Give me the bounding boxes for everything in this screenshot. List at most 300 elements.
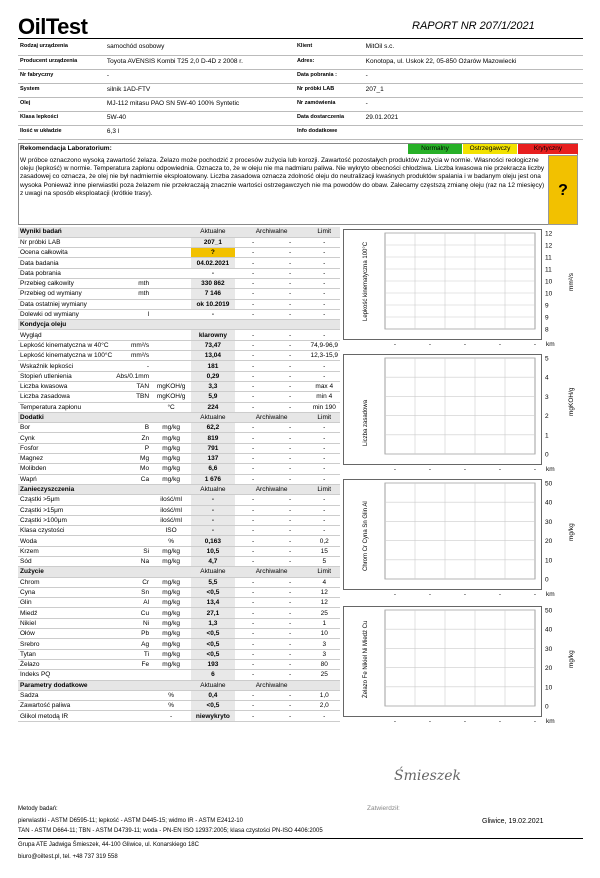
result-cell: Tytan xyxy=(18,649,114,659)
result-cell: P xyxy=(114,443,151,453)
result-cell: 1 676 xyxy=(191,474,235,484)
result-cell: 0,4 xyxy=(191,690,235,700)
result-cell: - xyxy=(309,268,340,278)
result-cell: 0,2 xyxy=(309,536,340,546)
result-cell: 12 xyxy=(309,598,340,608)
result-cell: Mg xyxy=(114,454,151,464)
section-column-header: Archiwalne xyxy=(235,680,309,690)
result-row xyxy=(18,330,340,340)
result-cell: Zawartość paliwa xyxy=(18,701,114,711)
result-cell: - xyxy=(309,423,340,433)
y-tick-label: 5 xyxy=(545,355,549,363)
result-cell: - xyxy=(272,351,309,361)
result-cell: - xyxy=(272,505,309,515)
result-cell: Molibden xyxy=(18,464,114,474)
result-cell: - xyxy=(309,309,340,319)
x-unit-label: km xyxy=(546,341,555,348)
result-cell: % xyxy=(151,690,191,700)
result-cell xyxy=(114,299,151,309)
result-cell: l xyxy=(114,309,151,319)
result-cell: - xyxy=(235,474,272,484)
result-cell: - xyxy=(272,258,309,268)
y-unit-label: mg/kg xyxy=(568,650,575,668)
result-cell: - xyxy=(309,515,340,525)
result-cell: 15 xyxy=(309,546,340,556)
section-column-header: Archiwalne xyxy=(235,412,309,422)
y-tick-label: 40 xyxy=(545,499,553,507)
result-cell xyxy=(114,495,151,505)
result-cell: mg/kg xyxy=(151,618,191,628)
y-unit-label: mm²/s xyxy=(568,272,575,291)
result-cell: Ti xyxy=(114,649,151,659)
result-cell: Miedź xyxy=(18,608,114,618)
result-cell: mth xyxy=(114,289,151,299)
info-row xyxy=(18,125,583,139)
result-row xyxy=(18,618,340,628)
x-tick-label: - xyxy=(533,466,537,473)
place-date: Gliwice, 19.02.2021 xyxy=(482,818,544,825)
result-cell: 3 xyxy=(309,639,340,649)
result-cell: - xyxy=(309,248,340,258)
result-cell: 330 862 xyxy=(191,278,235,288)
result-cell: - xyxy=(235,340,272,350)
result-cell: 80 xyxy=(309,659,340,669)
result-cell: mg/kg xyxy=(151,639,191,649)
info-cell: Adres: xyxy=(295,55,364,69)
result-cell: ilość/ml xyxy=(151,495,191,505)
result-row xyxy=(18,587,340,597)
result-cell: - xyxy=(272,289,309,299)
result-cell: 74,9-96,9 xyxy=(309,340,340,350)
result-cell: - xyxy=(272,536,309,546)
x-tick-label: - xyxy=(533,341,537,348)
result-cell: <0,5 xyxy=(191,639,235,649)
result-row xyxy=(18,495,340,505)
y-axis-label: Chrom Cr Cyna Sn Glin Al xyxy=(363,501,369,571)
result-cell: ok 10.2019 xyxy=(191,299,235,309)
result-cell: ? xyxy=(191,248,235,258)
result-cell: 1,3 xyxy=(191,618,235,628)
result-cell: Fosfor xyxy=(18,443,114,453)
result-cell: - xyxy=(272,495,309,505)
result-cell: Ocena całkowita xyxy=(18,248,114,258)
result-cell: - xyxy=(235,371,272,381)
result-cell: - xyxy=(272,546,309,556)
section-header xyxy=(18,680,340,690)
result-row xyxy=(18,464,340,474)
result-cell: mg/kg xyxy=(151,546,191,556)
result-cell: - xyxy=(235,299,272,309)
x-tick-label: - xyxy=(463,718,467,725)
result-cell: - xyxy=(272,690,309,700)
result-cell: - xyxy=(309,299,340,309)
result-cell: Ni xyxy=(114,618,151,628)
result-cell: - xyxy=(272,629,309,639)
info-cell: Olej xyxy=(18,97,105,111)
result-cell: - xyxy=(272,701,309,711)
result-row xyxy=(18,454,340,464)
result-row xyxy=(18,711,340,721)
result-cell: % xyxy=(151,701,191,711)
x-tick-label: - xyxy=(393,591,397,598)
result-cell: 819 xyxy=(191,433,235,443)
y-tick-label: 0 xyxy=(545,576,549,584)
result-cell: - xyxy=(235,278,272,288)
section-header xyxy=(18,227,340,237)
result-cell: - xyxy=(272,423,309,433)
result-cell: - xyxy=(272,587,309,597)
result-cell: - xyxy=(235,639,272,649)
result-cell: <0,5 xyxy=(191,701,235,711)
result-cell: - xyxy=(235,670,272,680)
result-cell: 181 xyxy=(191,361,235,371)
result-cell xyxy=(151,258,191,268)
result-cell: - xyxy=(272,464,309,474)
result-cell: 12,3-15,9 xyxy=(309,351,340,361)
result-cell: - xyxy=(191,505,235,515)
result-row xyxy=(18,268,340,278)
result-cell: B xyxy=(114,423,151,433)
section-column-header xyxy=(235,320,309,330)
result-cell: - xyxy=(272,299,309,309)
result-row xyxy=(18,309,340,319)
result-cell xyxy=(114,237,151,247)
info-cell: Nr fabryczny xyxy=(18,69,105,83)
result-cell xyxy=(151,340,191,350)
y-tick-label: 20 xyxy=(545,665,553,673)
y-axis-label: Żelazo Fe Nikiel Ni Miedź Cu xyxy=(363,620,369,698)
result-cell: Al xyxy=(114,598,151,608)
info-cell: System xyxy=(18,83,105,97)
company-address: Grupa ATE Jadwiga Śmieszek, 44-100 Gliwice, ul. Konarskiego 18C xyxy=(18,842,199,848)
result-cell: Lepkość kinematyczna w 40°C xyxy=(18,340,114,350)
result-cell xyxy=(114,258,151,268)
result-cell: Indeks PQ xyxy=(18,670,114,680)
result-cell: - xyxy=(235,248,272,258)
section-column-header xyxy=(191,320,235,330)
result-cell xyxy=(151,268,191,278)
x-tick-label: - xyxy=(428,591,432,598)
chart-1 xyxy=(343,229,583,349)
result-cell: - xyxy=(309,505,340,515)
result-cell: mm²/s xyxy=(114,340,151,350)
result-cell: klarowny xyxy=(191,330,235,340)
info-cell xyxy=(364,125,583,139)
result-cell xyxy=(151,289,191,299)
result-cell: Temperatura zapłonu xyxy=(18,402,114,412)
result-cell: Chrom xyxy=(18,577,114,587)
result-row xyxy=(18,248,340,258)
result-cell: - xyxy=(235,330,272,340)
result-cell: - xyxy=(309,371,340,381)
result-cell: Ołów xyxy=(18,629,114,639)
y-tick-label: 30 xyxy=(545,518,553,526)
result-cell: 193 xyxy=(191,659,235,669)
result-cell: - xyxy=(235,659,272,669)
result-cell: - xyxy=(272,711,309,721)
y-tick-label: 4 xyxy=(545,374,549,382)
result-cell: mg/kg xyxy=(151,629,191,639)
result-cell xyxy=(114,701,151,711)
result-cell: - xyxy=(235,258,272,268)
result-cell: - xyxy=(309,258,340,268)
result-cell: TBN xyxy=(114,392,151,402)
result-cell: Krzem xyxy=(18,546,114,556)
result-cell: - xyxy=(309,474,340,484)
section-title: Zanieczyszczenia xyxy=(18,484,191,494)
info-cell: Data dostarczenia xyxy=(295,111,364,125)
result-cell: TAN xyxy=(114,381,151,391)
section-column-header: Aktualne xyxy=(191,227,235,237)
section-column-header: Aktualne xyxy=(191,412,235,422)
section-column-header: Aktualne xyxy=(191,680,235,690)
result-row xyxy=(18,258,340,268)
info-cell: 5W-40 xyxy=(105,111,295,125)
info-cell: - xyxy=(364,97,583,111)
result-cell: - xyxy=(151,711,191,721)
x-tick-label: - xyxy=(533,718,537,725)
result-cell: - xyxy=(235,690,272,700)
result-row xyxy=(18,505,340,515)
info-row xyxy=(18,55,583,69)
y-tick-label: 10 xyxy=(545,684,553,692)
result-cell: 0,163 xyxy=(191,536,235,546)
result-cell: 62,2 xyxy=(191,423,235,433)
result-row xyxy=(18,289,340,299)
y-tick-label: 50 xyxy=(545,480,553,488)
sample-info-table xyxy=(18,41,583,140)
y-unit-label: mgKOH/g xyxy=(568,387,575,416)
result-cell: - xyxy=(272,402,309,412)
result-cell: - xyxy=(235,433,272,443)
result-cell xyxy=(151,278,191,288)
result-row xyxy=(18,340,340,350)
result-row xyxy=(18,237,340,247)
result-cell: Cu xyxy=(114,608,151,618)
result-cell: 4,7 xyxy=(191,557,235,567)
section-column-header: Archiwalne xyxy=(235,484,309,494)
result-cell xyxy=(114,711,151,721)
result-cell xyxy=(114,526,151,536)
result-cell: Przebieg od wymiany xyxy=(18,289,114,299)
result-cell: - xyxy=(235,515,272,525)
section-column-header: Archiwalne xyxy=(235,227,309,237)
y-axis-label: Liczba zasadowa xyxy=(363,399,369,446)
result-cell: - xyxy=(235,577,272,587)
result-row xyxy=(18,474,340,484)
result-cell: Klasa czystości xyxy=(18,526,114,536)
section-column-header: Aktualne xyxy=(191,484,235,494)
result-cell: <0,5 xyxy=(191,629,235,639)
result-cell xyxy=(151,361,191,371)
result-cell: ilość/ml xyxy=(151,515,191,525)
info-row xyxy=(18,69,583,83)
chart-4 xyxy=(343,606,583,726)
section-column-header xyxy=(309,320,340,330)
plot-area xyxy=(385,483,535,579)
signature: Śmieszek xyxy=(394,768,461,784)
result-cell: Lepkość kinematyczna w 100°C xyxy=(20,352,113,360)
report-number: RAPORT NR 207/1/2021 xyxy=(412,20,535,32)
section-title: Parametry dodatkowe xyxy=(18,680,191,690)
result-cell: - xyxy=(191,526,235,536)
result-row xyxy=(18,659,340,669)
result-cell: - xyxy=(309,464,340,474)
result-cell xyxy=(151,351,191,361)
result-cell: - xyxy=(235,289,272,299)
y-tick-label: 8 xyxy=(545,326,549,334)
result-cell: Zn xyxy=(114,433,151,443)
result-cell xyxy=(151,330,191,340)
result-cell: - xyxy=(235,392,272,402)
methods-line-1: pierwiastki - ASTM D6595-11; lepkość - ASTM D445-15; widmo IR - ASTM E2412-10 xyxy=(18,818,243,824)
y-axis-label: Lepkość kinematyczna 100°C xyxy=(363,241,369,321)
result-row xyxy=(18,629,340,639)
result-cell: - xyxy=(191,309,235,319)
result-cell: 10 xyxy=(309,629,340,639)
x-tick-label: - xyxy=(463,591,467,598)
result-cell: - xyxy=(235,618,272,628)
section-column-header: Archiwalne xyxy=(235,567,309,577)
result-cell: - xyxy=(235,711,272,721)
result-cell xyxy=(114,248,151,258)
y-tick-label: 0 xyxy=(545,451,549,459)
result-cell: 25 xyxy=(309,608,340,618)
result-cell: - xyxy=(272,618,309,628)
info-cell: samochód osobowy xyxy=(105,41,295,55)
result-cell: - xyxy=(272,278,309,288)
result-row xyxy=(18,278,340,288)
result-cell: Data pobrania xyxy=(18,268,114,278)
result-cell: - xyxy=(235,268,272,278)
result-cell: Liczba zasadowa xyxy=(18,392,114,402)
info-cell: Nr próbki LAB xyxy=(295,83,364,97)
result-cell: Nikiel xyxy=(18,618,114,628)
company-contact: biuro@oiltest.pl, tel. +48 737 319 558 xyxy=(18,854,118,860)
footer-divider xyxy=(18,838,583,839)
result-cell: mg/kg xyxy=(151,557,191,567)
result-cell: - xyxy=(272,381,309,391)
result-cell: Cynk xyxy=(18,433,114,443)
y-tick-label: 10 xyxy=(545,278,553,286)
info-cell: Producent urządzenia xyxy=(18,55,105,69)
result-cell: Data ostatniej wymiany xyxy=(18,299,114,309)
result-cell: - xyxy=(272,557,309,567)
result-cell: 207_1 xyxy=(191,237,235,247)
info-cell: Data pobrania : xyxy=(295,69,364,83)
result-cell: - xyxy=(235,629,272,639)
x-tick-label: - xyxy=(393,466,397,473)
result-cell xyxy=(151,371,191,381)
section-column-header: Limit xyxy=(309,227,340,237)
result-cell xyxy=(114,690,151,700)
result-row xyxy=(18,423,340,433)
company-logo: OilTest xyxy=(18,14,88,39)
result-cell: - xyxy=(191,495,235,505)
x-unit-label: km xyxy=(546,718,555,725)
x-tick-label: - xyxy=(393,341,397,348)
result-cell: 6,6 xyxy=(191,464,235,474)
result-cell: mg/kg xyxy=(151,577,191,587)
info-cell: Info dodatkowe xyxy=(295,125,364,139)
result-cell xyxy=(114,670,151,680)
result-row xyxy=(18,649,340,659)
result-cell: mth xyxy=(114,278,151,288)
result-cell: - xyxy=(114,361,151,371)
recommendation-title: Rekomendacja Laboratorium: xyxy=(20,145,112,152)
result-row xyxy=(18,392,340,402)
result-cell: 224 xyxy=(191,402,235,412)
y-tick-label: 3 xyxy=(545,393,549,401)
result-cell: - xyxy=(309,443,340,453)
result-cell: - xyxy=(272,608,309,618)
info-cell: Toyota AVENSIS Kombi T25 2,0 D-4D z 2008 r. xyxy=(105,55,295,69)
legend-critical: Krytyczny xyxy=(518,144,578,154)
result-cell: - xyxy=(272,526,309,536)
result-cell: 3,3 xyxy=(191,381,235,391)
result-row xyxy=(18,608,340,618)
x-tick-label: - xyxy=(498,466,502,473)
result-cell: - xyxy=(309,278,340,288)
result-cell: - xyxy=(309,526,340,536)
result-row xyxy=(18,701,340,711)
result-cell: Nr próbki LAB xyxy=(18,237,114,247)
info-row xyxy=(18,111,583,125)
info-cell: - xyxy=(364,69,583,83)
y-tick-label: 10 xyxy=(545,557,553,565)
section-header xyxy=(18,320,340,330)
result-cell: Srebro xyxy=(18,639,114,649)
result-cell: - xyxy=(272,268,309,278)
result-cell: Cząstki >15μm xyxy=(18,505,114,515)
result-cell: - xyxy=(235,546,272,556)
result-cell: - xyxy=(235,701,272,711)
result-cell: Ca xyxy=(114,474,151,484)
result-cell: - xyxy=(272,392,309,402)
result-row xyxy=(18,381,340,391)
result-cell: - xyxy=(235,237,272,247)
section-title: Zużycie xyxy=(18,567,191,577)
result-cell: Wygląd xyxy=(18,330,114,340)
result-cell: ISO xyxy=(151,526,191,536)
result-cell: min 190 xyxy=(309,402,340,412)
result-row xyxy=(18,402,340,412)
result-cell: 13,04 xyxy=(191,351,235,361)
result-cell: mg/kg xyxy=(151,598,191,608)
x-tick-label: - xyxy=(428,718,432,725)
result-cell: 04.02.2021 xyxy=(191,258,235,268)
result-cell: - xyxy=(235,649,272,659)
result-row xyxy=(18,515,340,525)
result-cell: max 4 xyxy=(309,381,340,391)
result-cell xyxy=(114,402,151,412)
result-cell: ilość/ml xyxy=(151,505,191,515)
result-cell: Fe xyxy=(114,659,151,669)
section-title: Kondycja oleju xyxy=(18,320,191,330)
result-cell: 13,4 xyxy=(191,598,235,608)
plot-area xyxy=(385,610,535,706)
section-header xyxy=(18,412,340,422)
result-row xyxy=(18,361,340,371)
section-title: Wyniki badań xyxy=(18,227,191,237)
legend-normal: Normalny xyxy=(408,144,462,154)
y-tick-label: 11 xyxy=(545,254,552,262)
result-cell: 137 xyxy=(191,454,235,464)
result-cell xyxy=(114,268,151,278)
result-cell: - xyxy=(272,237,309,247)
result-cell: 27,1 xyxy=(191,608,235,618)
section-column-header xyxy=(309,680,340,690)
